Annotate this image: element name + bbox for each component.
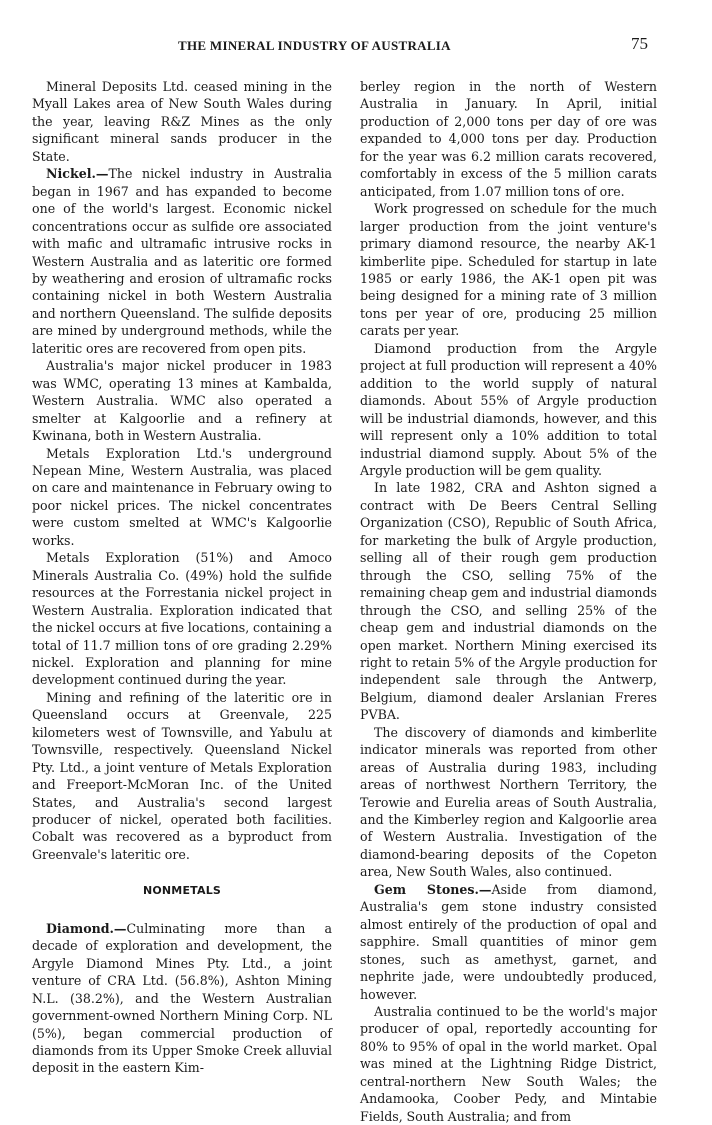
- nickel-body: The nickel industry in Australia began in 1967 and has expanded to become one of the world's largest. Economic nickel concentrations occur as sulfide ore associated with mafic and ultramafic intrusive rocks in Western Australia and as lateritic ore formed by weathering and erosion of ultramafic rocks containing nickel in both Western Australia and northern Queensland. The sulfide deposits are mined by underground methods, while the lateritic ores are recovered from open pits.: [32, 166, 332, 356]
- section-heading-nonmetals: NONMETALS: [142, 884, 222, 898]
- paragraph-cso-contract: In late 1982, CRA and Ashton signed a contract with De Beers Central Selling Organization (CSO), Republic of South Africa, for marketing the bulk of Argyle production, selling all of their rough gem production through the CSO, selling 75% of the remaining cheap gem and industrial diamonds through the CSO, and selling 25% of the cheap gem and industrial diamonds on the open market. Northern Mining exercised its right to retain 5% of the Argyle production for independent sale through the Antwerp, Belgium, diamond dealer Arslanian Freres PVBA.: [360, 480, 657, 723]
- gem-stones-subheading: Gem Stones.—: [374, 881, 492, 897]
- paragraph-kimberley-continued: berley region in the north of Western Australia in January. In April, initial production of 2,000 tons per day of ore was expanded to 4,000 tons per day. Production for the year was 6.2 million carats recovered, comfortably in excess of the 5 million carats anticipated, from 1.07 million tons of ore.: [360, 79, 657, 199]
- paragraph-wmc: Australia's major nickel producer in 1983 was WMC, operating 13 mines at Kambalda, Western Australia. WMC also operated a smelter at Kalgoorlie and a refinery at Kwinana, both in Western Australia.: [32, 358, 332, 444]
- diamond-body: Culminating more than a decade of exploration and development, the Argyle Diamond Mines Pty. Ltd., a joint venture of CRA Ltd. (56.8%), Ashton Mining N.L. (38.2%), and the Western Australian government-owned Northern Mining Corp. NL (5%), began commercial production of diamonds from its Upper Smoke Creek alluvial deposit in the eastern Kim-: [32, 920, 332, 1076]
- paragraph-diamond: [32, 920, 332, 1077]
- paragraph-argyle-production: Diamond production from the Argyle project at full production will represent a 40% addition to the world supply of natural diamonds. About 55% of Argyle production will be industrial diamonds, however, and this will represent only a 10% addition to total industrial diamond supply. About 5% of the Argyle production will be gem quality.: [360, 340, 657, 478]
- paragraph-nickel: [32, 165, 332, 357]
- paragraph-greenvale: Mining and refining of the lateritic ore in Queensland occurs at Greenvale, 225 kilometers west of Townsville, and Yabulu at Townsville, respectively. Queensland Nickel Pty. Ltd., a joint venture of Metals Exploration and Freeport-McMoran Inc. of the United States, and Australia's second largest producer of nickel, operated both facilities. Cobalt was recovered as a byproduct from Greenvale's lateritic ore.: [32, 689, 332, 862]
- paragraph-gem-stones: [360, 881, 657, 1003]
- paragraph-ak1-pipe: Work progressed on schedule for the much larger production from the joint venture's primary diamond resource, the nearby AK-1 kimberlite pipe. Scheduled for startup in late 1985 or early 1986, the AK-1 open pit was being designed for a mining rate of 3 million tons per year of ore, producing 25 million carats per year.: [360, 201, 657, 339]
- paragraph-kimberlite-discovery: The discovery of diamonds and kimberlite indicator minerals was reported from other areas of Australia during 1983, including areas of northwest Northern Territory, the Terowie and Eurelia areas of South Australia, and the Kimberley region and Kalgoorlie area of Western Australia. Investigation of the diamond-bearing deposits of the Copeton area, New South Wales, also continued.: [360, 724, 657, 880]
- paragraph-nepean-mine: Metals Exploration Ltd.'s underground Nepean Mine, Western Australia, was placed on care and maintenance in February owing to poor nickel prices. The nickel concentrates were custom smelted at WMC's Kalgoorlie works.: [32, 445, 332, 548]
- running-title: THE MINERAL INDUSTRY OF AUSTRALIA: [178, 38, 451, 53]
- paragraph-forrestania: Metals Exploration (51%) and Amoco Minerals Australia Co. (49%) hold the sulfide resources at the Forrestania nickel project in Western Australia. Exploration indicated that the nickel occurs at five locations, containing a total of 11.7 million tons of ore grading 2.29% nickel. Exploration and planning for mine development continued during the year.: [32, 550, 332, 688]
- page-number: 75: [631, 34, 648, 53]
- right-column: [360, 78, 657, 1125]
- gem-stones-body: Aside from diamond, Australia's gem stone industry consisted almost entirely of the production of opal and sapphire. Small quantities of minor gem stones, such as amethyst, garnet, and nephrite jade, were undoubtedly produced, however.: [360, 881, 657, 1002]
- paragraph-opal: Australia continued to be the world's major producer of opal, reportedly accounting for 80% to 95% of opal in the world market. Opal was mined at the Lightning Ridge District, central-northern New South Wales; the Andamooka, Coober Pedy, and Mintabie Fields, South Australia; and from: [360, 1004, 657, 1124]
- nickel-subheading: Nickel.—: [46, 166, 109, 182]
- page-header: [0, 34, 712, 58]
- diamond-subheading: Diamond.—: [46, 920, 127, 936]
- left-column: [32, 78, 332, 1077]
- paragraph-mineral-deposits: Mineral Deposits Ltd. ceased mining in the Myall Lakes area of New South Wales during the year, leaving R&Z Mines as the only significant mineral sands producer in the State.: [32, 79, 332, 164]
